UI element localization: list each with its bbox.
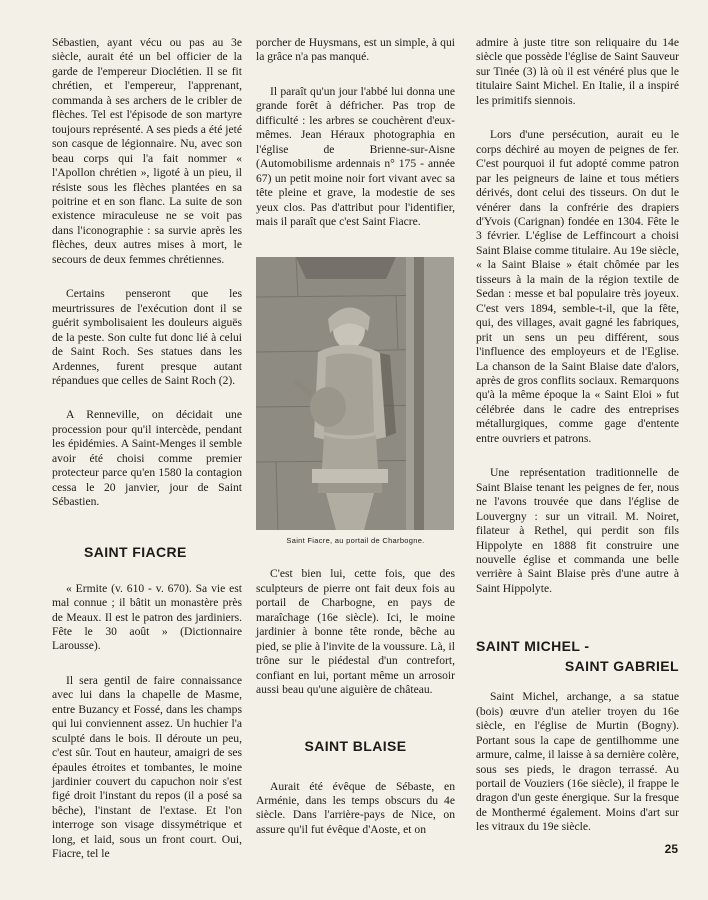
paragraph: Lors d'une persécution, aurait eu le corps déchiré au moyen de peignes de fer. C'est pourquoi il fut adopté comme patron par les peigneurs de laine et tous métiers dérivés, dont celui des tisseurs. On dut le vénérer dans la confrérie des drapiers d'Yvois (Carignan) fondée en 1304. Fête le 3 février. L'église de Leffincourt a choisi Saint Blaise comme titulaire. Au 19e siècle, « la Saint Blaise » était chômée par les tisseurs à la main de la région textile de Sedan : messe et bal populaire très joyeux. C'est vers 1894, semble-t-il, que la fête, qui, des villages, avait gagné les fabriques, prit un sens un peu différent, sous l'influence des employeurs et de l'Eglise. La chanson de la Saint Blaise date d'alors, après de gros conflits sociaux. Remarquons qu'à la même époque la « Saint Eloi » fut célébrée dans le cadre des entreprises métallurgiques, comme gage d'entente entre ouvriers et patrons. — [476, 128, 679, 445]
paragraph: Sébastien, ayant vécu ou pas au 3e siècle, aurait été un bel officier de la garde de l'empereur Dioclétien. Il se fit chrétien, et l'empereur, l'apprenant, commanda à ses archers de le cribler de flèches. Tel est l'épisode de son martyre toujours représenté. A ses pieds a été jeté son casque de légionnaire. Nu, avec son beau corps qui l'a fait nommer « l'Apollon chrétien », ligoté à un pieu, il résiste sous les flèches plantées en sa poitrine et en son flanc. La suite de son existence miraculeuse ne se voit pas dans l'iconographie : sa survie après les flèches, deux autres mises à mort, le secours de deux femmes chrétiennes. — [52, 36, 242, 266]
paragraph: admire à juste titre son reliquaire du 14e siècle que possède l'église de Saint Sauveur sur Tinée (3) là où il est vénéré plus que le titulaire Saint Michel. En Italie, il a inspiré les primitifs siennois. — [476, 36, 679, 107]
photo-caption: Saint Fiacre, au portail de Charbogne. — [286, 536, 425, 546]
paragraph: Il paraît qu'un jour l'abbé lui donna une grande forêt à défricher. Pas trop de difficulté : les arbres se couchèrent d'eux-mêmes. Jean Héraux photographia en l'église de Brienne-sur-Aisne (Automobilisme ardennais n° 175 - année 67) un petit moine noir fort vivant avec sa tête pleine et grave, la modestie de ses yeux clos. Pas d'attribut pour l'identifier, mais il paraît que c'est Saint Fiacre. — [256, 84, 455, 228]
section-heading-saint-michel: SAINT MICHEL - — [476, 638, 590, 655]
page-number: 25 — [664, 842, 678, 856]
statue-image — [256, 257, 454, 530]
paragraph: « Ermite (v. 610 - v. 670). Sa vie est mal connue ; il bâtit un monastère près de Meaux. Il est le patron des jardiniers. Fête le 30 août » (Dictionnaire Larousse). — [52, 581, 242, 653]
column-3 — [476, 36, 679, 835]
paragraph: Saint Michel, archange, a sa statue (bois) œuvre d'un atelier troyen du 16e siècle, en l'église de Murtin (Bogny). Portant sous la cape de gentilhomme une armure, calme, il laisse à sa dernière colère, sous ses pieds, le dragon terrassé. Au portail de Vouziers (16e siècle), il frappe le dragon d'un geste énergique. Sur la fresque de Monthermé également. Moins d'art sur les vitraux du 19e siècle. — [476, 690, 679, 834]
paragraph: Il sera gentil de faire connaissance avec lui dans la chapelle de Masme, entre Buzancy et Fossé, dans les champs qui lui conviennent assez. Un huchier l'a sculpté dans le bois. Il déroute un peu, c'est sûr. Tout en hauteur, amaigri de ses épaules étroites et tombantes, le moine jardinier couvert du capuchon noir s'est figé droit l'instant du repos (il a posé sa bêche), l'instant de l'extase. Et l'on interroge son visage dissymétrique et long, et laid, sous un front court. Oui, Fiacre, tel le — [52, 673, 242, 861]
section-heading-saint-gabriel: SAINT GABRIEL — [564, 658, 679, 675]
section-heading-saint-fiacre: SAINT FIACRE — [84, 543, 187, 560]
paragraph: Une représentation traditionnelle de Saint Blaise tenant les peignes de fer, nous ne l'avons trouvée que dans l'église de Louvergny : sur un vitrail. M. Noiret, filateur à Rethel, qui perdit son fils Hippolyte en 1888 fit construire une nouvelle église et commanda une belle verrière à Saint Blaise près d'une autre à Saint Hippolyte. — [476, 466, 679, 595]
paragraph: Aurait été évêque de Sébaste, en Arménie, dans les temps obscurs du 4e siècle. Dans l'arrière-pays de Nice, on assure qu'il fut évêque d'Aoste, et on — [256, 779, 455, 836]
paragraph: porcher de Huysmans, est un simple, à qui la grâce n'a pas manqué. — [256, 36, 455, 64]
paragraph: A Renneville, on décidait une procession pour qu'il intercède, pendant les épidémies. A Saint-Menges il semble avoir été choisi comme premier protecteur parce qu'en 1580 la contagion cessa le 20 janvier, jour de Saint Sébastien. — [52, 408, 242, 509]
saint-fiacre-statue-photo — [256, 257, 454, 530]
column-2 — [256, 36, 455, 837]
paragraph: C'est bien lui, cette fois, que des sculpteurs de pierre ont fait deux fois au portail de Charbogne, en pays de maraîchage (16e siècle). Ici, le moine jardinier à bonne tête ronde, bêche au pied, se plie à l'invite de la voussure. Là, il trône sur le piédestal d'un contrefort, confiant en lui, portant même un arrosoir aussi beau qu'une aiguière de château. — [256, 567, 455, 697]
paragraph: Certains penseront que les meurtrissures de l'exécution dont il se guérit symbolisaient les douleurs aiguës de la peste. Son culte fut donc lié à celui de Saint Roch. Ses statues dans les Ardennes, furent presque autant répandues que celles de Saint Roch (2). — [52, 287, 242, 387]
column-1 — [52, 36, 242, 862]
section-heading-saint-blaise: SAINT BLAISE — [304, 737, 407, 754]
